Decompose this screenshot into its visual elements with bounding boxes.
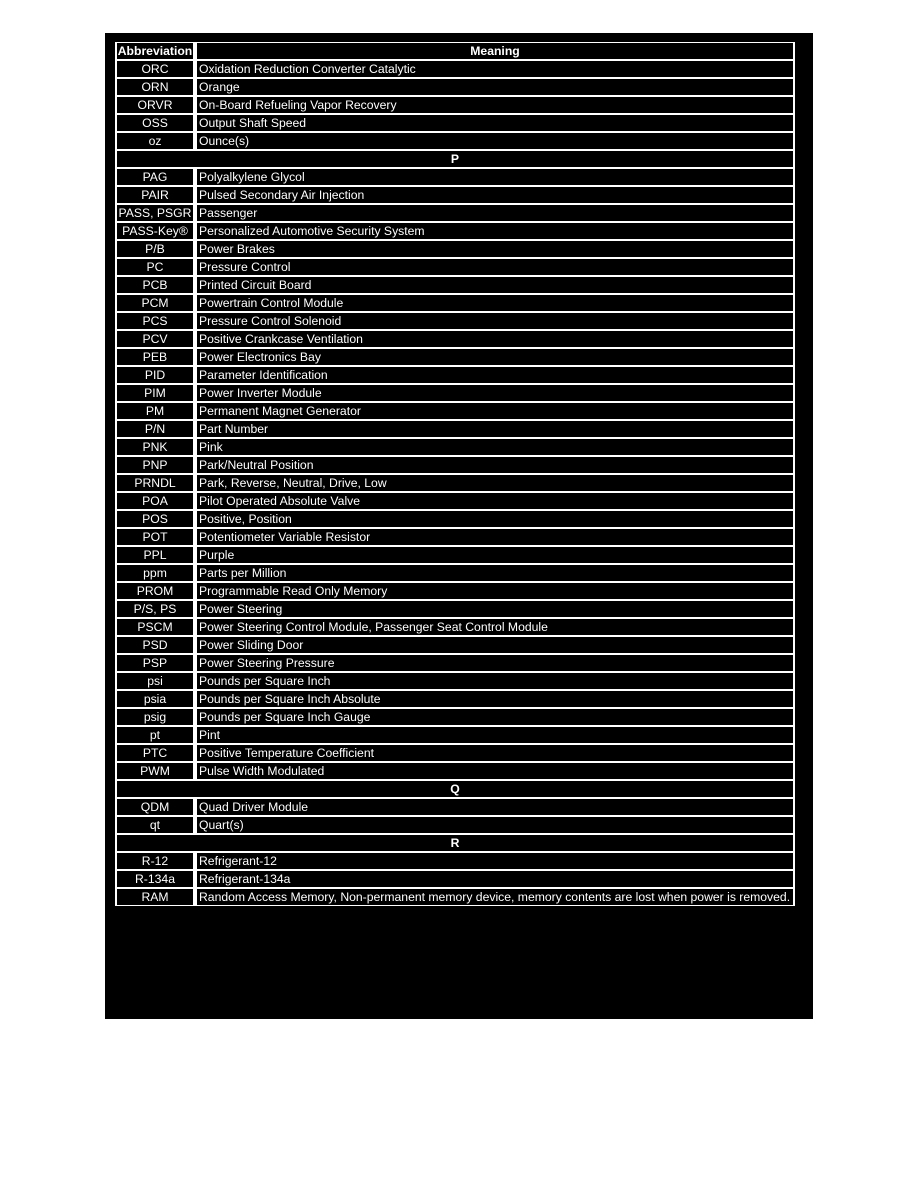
table-row — [115, 546, 795, 564]
table-row — [115, 222, 795, 240]
meaning-cell: Orange — [195, 78, 795, 96]
meaning-cell: Pounds per Square Inch — [195, 672, 795, 690]
table-row — [115, 276, 795, 294]
abbreviation-cell: PSCM — [115, 618, 195, 636]
abbreviation-cell: PASS-Key® — [115, 222, 195, 240]
table-row — [115, 168, 795, 186]
table-row — [115, 366, 795, 384]
section-letter: P — [115, 150, 795, 168]
abbreviation-cell: ORN — [115, 78, 195, 96]
meaning-cell: Pounds per Square Inch Absolute — [195, 690, 795, 708]
table-row — [115, 708, 795, 726]
abbreviation-cell: PSD — [115, 636, 195, 654]
abbreviation-cell: PRNDL — [115, 474, 195, 492]
meaning-column-header: Meaning — [195, 42, 795, 60]
meaning-cell: Passenger — [195, 204, 795, 222]
table-row — [115, 60, 795, 78]
meaning-cell: Pulse Width Modulated — [195, 762, 795, 780]
abbreviation-cell: PTC — [115, 744, 195, 762]
table-row — [115, 672, 795, 690]
table-row — [115, 600, 795, 618]
table-row — [115, 564, 795, 582]
abbreviation-cell: PID — [115, 366, 195, 384]
table-row — [115, 762, 795, 780]
table-row — [115, 636, 795, 654]
abbreviation-cell: oz — [115, 132, 195, 150]
section-header-row — [115, 834, 795, 852]
meaning-cell: Power Brakes — [195, 240, 795, 258]
abbreviation-cell: R-12 — [115, 852, 195, 870]
meaning-cell: Part Number — [195, 420, 795, 438]
meaning-cell: Pint — [195, 726, 795, 744]
section-letter: Q — [115, 780, 795, 798]
abbreviation-cell: psi — [115, 672, 195, 690]
meaning-cell: Powertrain Control Module — [195, 294, 795, 312]
meaning-cell: Pressure Control — [195, 258, 795, 276]
abbreviation-cell: PSP — [115, 654, 195, 672]
meaning-cell: Purple — [195, 546, 795, 564]
meaning-cell: Pounds per Square Inch Gauge — [195, 708, 795, 726]
abbreviation-cell: PIM — [115, 384, 195, 402]
table-row — [115, 312, 795, 330]
table-row — [115, 618, 795, 636]
table-row — [115, 438, 795, 456]
meaning-cell: Power Steering Control Module, Passenger Seat Control Module — [195, 618, 795, 636]
table-row — [115, 348, 795, 366]
table-row — [115, 402, 795, 420]
table-row — [115, 726, 795, 744]
abbreviation-cell: POA — [115, 492, 195, 510]
abbreviation-cell: PCM — [115, 294, 195, 312]
table-row — [115, 582, 795, 600]
abbreviation-cell: PCS — [115, 312, 195, 330]
abbreviation-cell: PROM — [115, 582, 195, 600]
abbreviation-cell: PASS, PSGR — [115, 204, 195, 222]
meaning-cell: Pilot Operated Absolute Valve — [195, 492, 795, 510]
abbreviation-cell: R-134a — [115, 870, 195, 888]
abbreviation-cell: psig — [115, 708, 195, 726]
abbreviation-cell: PAG — [115, 168, 195, 186]
meaning-cell: Power Steering Pressure — [195, 654, 795, 672]
table-row — [115, 744, 795, 762]
meaning-cell: Positive Crankcase Ventilation — [195, 330, 795, 348]
table-row — [115, 114, 795, 132]
table-row — [115, 888, 795, 906]
table-row — [115, 816, 795, 834]
abbreviation-cell: ORVR — [115, 96, 195, 114]
meaning-cell: Random Access Memory, Non-permanent memory device, memory contents are lost when power is removed. — [195, 888, 795, 906]
meaning-cell: Ounce(s) — [195, 132, 795, 150]
table-row — [115, 474, 795, 492]
meaning-cell: Printed Circuit Board — [195, 276, 795, 294]
table-row — [115, 852, 795, 870]
meaning-cell: Refrigerant-134a — [195, 870, 795, 888]
abbreviation-cell: P/S, PS — [115, 600, 195, 618]
abbreviation-cell: PC — [115, 258, 195, 276]
table-row — [115, 528, 795, 546]
table-row — [115, 132, 795, 150]
meaning-cell: Quart(s) — [195, 816, 795, 834]
meaning-cell: Potentiometer Variable Resistor — [195, 528, 795, 546]
meaning-cell: Personalized Automotive Security System — [195, 222, 795, 240]
abbreviation-cell: PNK — [115, 438, 195, 456]
meaning-cell: Parts per Million — [195, 564, 795, 582]
meaning-cell: Positive, Position — [195, 510, 795, 528]
table-row — [115, 204, 795, 222]
section-header-row — [115, 150, 795, 168]
abbreviation-cell: QDM — [115, 798, 195, 816]
table-row — [115, 384, 795, 402]
meaning-cell: Pressure Control Solenoid — [195, 312, 795, 330]
abbreviation-column-header: Abbreviation — [115, 42, 195, 60]
abbreviation-cell: PM — [115, 402, 195, 420]
abbreviation-cell: PAIR — [115, 186, 195, 204]
table-body — [115, 60, 795, 906]
abbreviation-cell: PEB — [115, 348, 195, 366]
abbreviation-cell: P/B — [115, 240, 195, 258]
abbreviation-cell: POS — [115, 510, 195, 528]
abbreviation-table-frame — [105, 33, 813, 1019]
table-row — [115, 78, 795, 96]
abbreviation-cell: PCB — [115, 276, 195, 294]
table-row — [115, 186, 795, 204]
table-row — [115, 510, 795, 528]
table-row — [115, 96, 795, 114]
meaning-cell: Quad Driver Module — [195, 798, 795, 816]
table-row — [115, 240, 795, 258]
abbreviation-cell: POT — [115, 528, 195, 546]
meaning-cell: Output Shaft Speed — [195, 114, 795, 132]
meaning-cell: Positive Temperature Coefficient — [195, 744, 795, 762]
abbreviation-cell: ORC — [115, 60, 195, 78]
abbreviation-cell: PWM — [115, 762, 195, 780]
table-row — [115, 456, 795, 474]
meaning-cell: Parameter Identification — [195, 366, 795, 384]
abbreviation-cell: ppm — [115, 564, 195, 582]
table-header-row — [115, 42, 795, 60]
meaning-cell: Refrigerant-12 — [195, 852, 795, 870]
meaning-cell: Power Steering — [195, 600, 795, 618]
abbreviation-cell: PNP — [115, 456, 195, 474]
abbreviation-cell: P/N — [115, 420, 195, 438]
table-row — [115, 330, 795, 348]
meaning-cell: Polyalkylene Glycol — [195, 168, 795, 186]
table-row — [115, 798, 795, 816]
meaning-cell: Permanent Magnet Generator — [195, 402, 795, 420]
meaning-cell: Pulsed Secondary Air Injection — [195, 186, 795, 204]
meaning-cell: On-Board Refueling Vapor Recovery — [195, 96, 795, 114]
table-row — [115, 492, 795, 510]
meaning-cell: Park, Reverse, Neutral, Drive, Low — [195, 474, 795, 492]
abbreviation-cell: pt — [115, 726, 195, 744]
meaning-cell: Power Sliding Door — [195, 636, 795, 654]
meaning-cell: Power Electronics Bay — [195, 348, 795, 366]
abbreviation-cell: PPL — [115, 546, 195, 564]
table-row — [115, 294, 795, 312]
abbreviation-cell: RAM — [115, 888, 195, 906]
table-row — [115, 258, 795, 276]
abbreviation-cell: PCV — [115, 330, 195, 348]
table-row — [115, 420, 795, 438]
meaning-cell: Park/Neutral Position — [195, 456, 795, 474]
meaning-cell: Power Inverter Module — [195, 384, 795, 402]
abbreviation-table — [115, 42, 795, 906]
abbreviation-cell: qt — [115, 816, 195, 834]
section-header-row — [115, 780, 795, 798]
abbreviation-cell: psia — [115, 690, 195, 708]
section-letter: R — [115, 834, 795, 852]
meaning-cell: Pink — [195, 438, 795, 456]
meaning-cell: Programmable Read Only Memory — [195, 582, 795, 600]
table-row — [115, 870, 795, 888]
table-row — [115, 690, 795, 708]
abbreviation-cell: OSS — [115, 114, 195, 132]
table-row — [115, 654, 795, 672]
meaning-cell: Oxidation Reduction Converter Catalytic — [195, 60, 795, 78]
